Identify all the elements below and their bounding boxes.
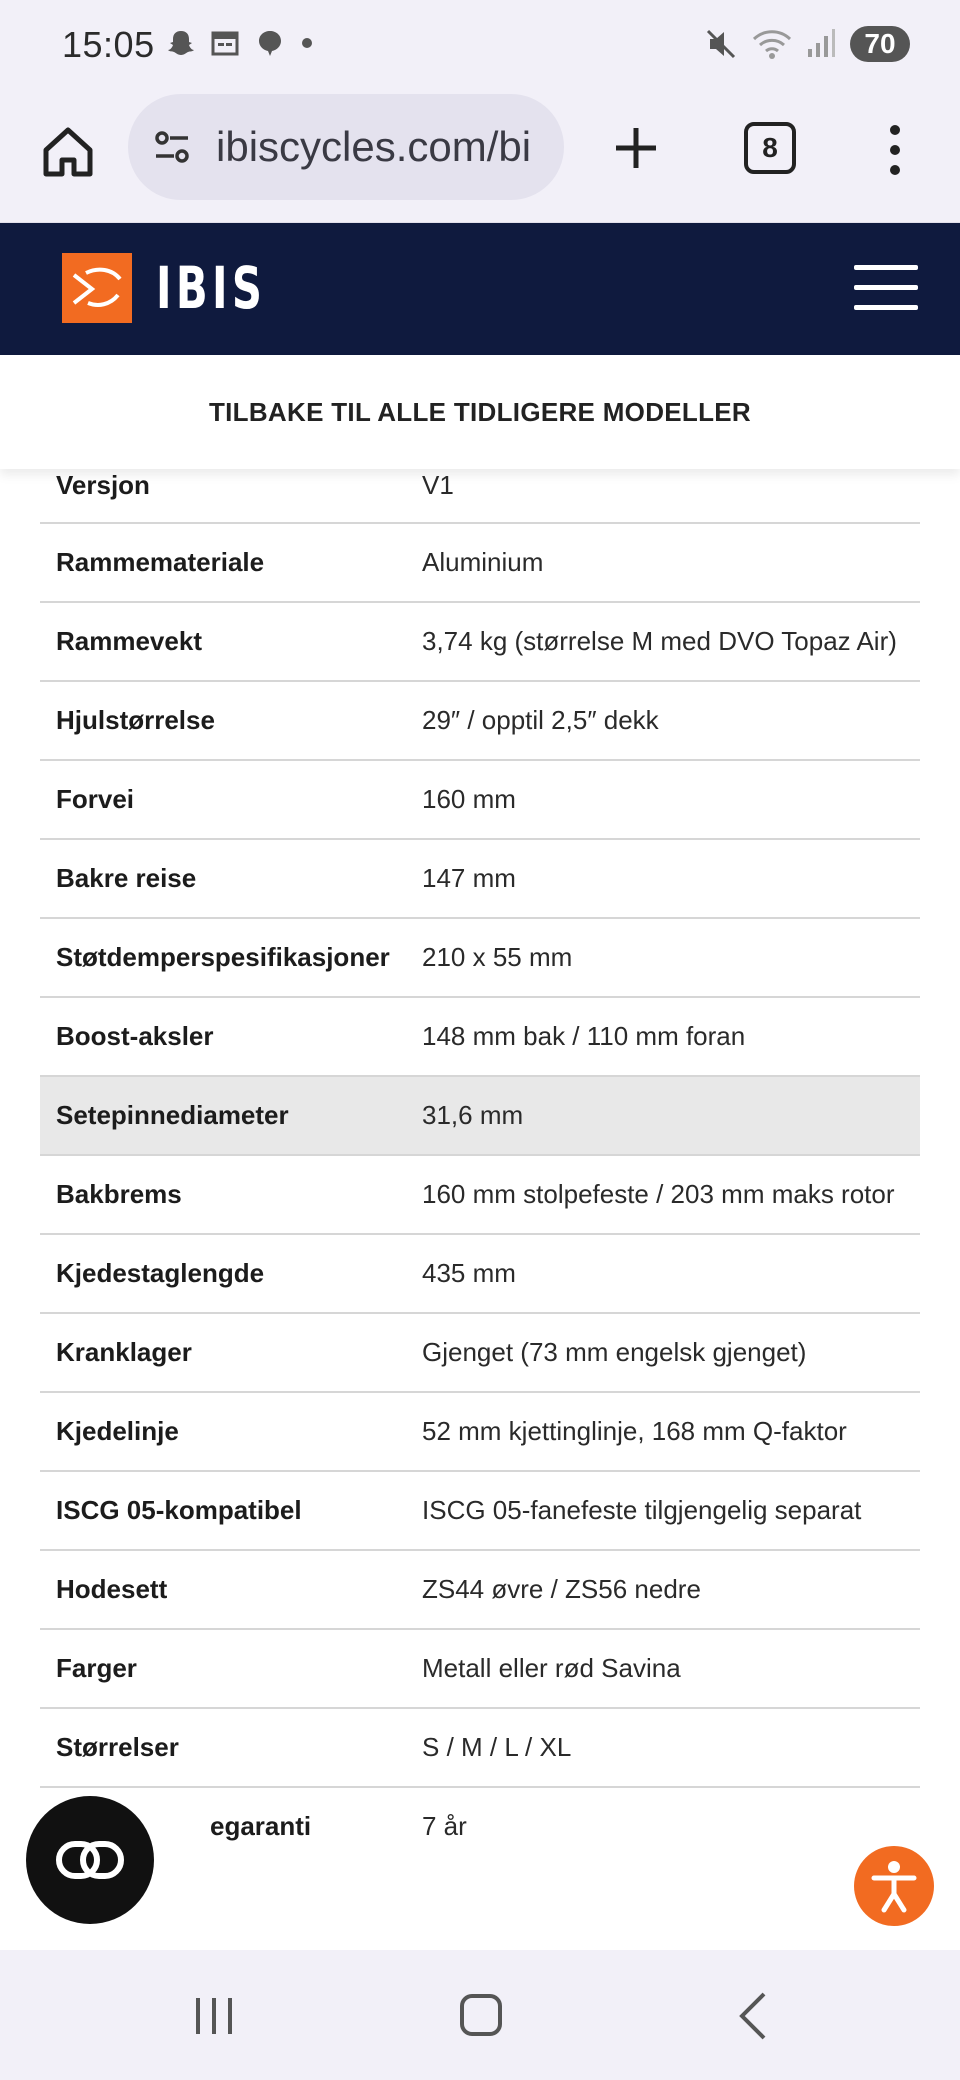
- url-text[interactable]: ibiscycles.com/bi: [216, 123, 532, 170]
- more-options-icon[interactable]: [880, 120, 910, 180]
- spec-label: Rammevekt: [56, 626, 202, 656]
- table-row: [40, 682, 920, 761]
- spec-value: ZS44 øvre / ZS56 nedre: [422, 1574, 701, 1604]
- spec-label: Versjon: [56, 469, 150, 500]
- spec-label: Kjedelinje: [56, 1416, 179, 1446]
- spec-value: Gjenget (73 mm engelsk gjenget): [422, 1337, 807, 1367]
- table-row: [40, 1472, 920, 1551]
- logo-text: IBIS: [156, 254, 267, 322]
- spec-value: 210 x 55 mm: [422, 942, 573, 972]
- mute-icon: [704, 27, 738, 61]
- table-row: [40, 919, 920, 998]
- back-icon[interactable]: [736, 1990, 768, 2042]
- calendar-icon: [210, 28, 240, 58]
- spec-label: Rammemateriale: [56, 547, 265, 577]
- spec-value: Aluminium: [422, 547, 544, 577]
- ibis-logo-icon: [62, 253, 132, 323]
- table-row: [40, 1788, 920, 1865]
- accessibility-icon: [869, 1858, 919, 1914]
- system-icons: [704, 26, 910, 62]
- spec-label: Hodesett: [56, 1574, 168, 1604]
- notification-icons: [166, 28, 314, 58]
- spec-label: Setepinnediameter: [56, 1100, 289, 1130]
- spec-value: 7 år: [422, 1811, 467, 1841]
- spec-value: 29″ / opptil 2,5″ dekk: [422, 705, 659, 735]
- spec-value: ISCG 05-fanefeste tilgjengelig separat: [422, 1495, 862, 1525]
- spec-label: Bakre reise: [56, 863, 197, 893]
- table-row: [40, 1630, 920, 1709]
- table-row: [40, 1393, 920, 1472]
- table-row: [40, 998, 920, 1077]
- spec-label: Kranklager: [56, 1337, 192, 1367]
- spec-value: 435 mm: [422, 1258, 516, 1288]
- spec-value: V1: [422, 469, 454, 500]
- table-row: [40, 1551, 920, 1630]
- navigation-bar: [0, 1950, 960, 2080]
- table-row: [40, 840, 920, 919]
- site-settings-icon[interactable]: [148, 122, 198, 172]
- spec-label: egaranti: [210, 1811, 312, 1841]
- spec-label: Hjulstørrelse: [56, 705, 215, 735]
- spec-label: Boost-aksler: [56, 1021, 214, 1051]
- address-bar[interactable]: [128, 94, 564, 200]
- spec-value: 147 mm: [422, 863, 516, 893]
- spec-value: 160 mm stolpefeste / 203 mm maks rotor: [422, 1179, 895, 1209]
- browser-toolbar: [0, 92, 960, 223]
- tab-switcher-button[interactable]: 8: [744, 122, 796, 174]
- hamburger-menu-icon[interactable]: [854, 265, 918, 311]
- table-row: [40, 1709, 920, 1788]
- spec-value: 52 mm kjettinglinje, 168 mm Q-faktor: [422, 1416, 847, 1446]
- spec-value: 148 mm bak / 110 mm foran: [422, 1021, 746, 1051]
- chat-widget-icon: [55, 1840, 125, 1880]
- spec-label: Kjedestaglengde: [56, 1258, 265, 1288]
- spec-label: ISCG 05-kompatibel: [56, 1495, 302, 1525]
- spec-label: Størrelser: [56, 1732, 179, 1762]
- spec-value: 31,6 mm: [422, 1100, 524, 1130]
- spec-label: Forvei: [56, 784, 135, 814]
- spec-value: S / M / L / XL: [422, 1732, 572, 1762]
- table-row: [40, 1235, 920, 1314]
- spec-label: Bakbrems: [56, 1179, 182, 1209]
- ibis-logo[interactable]: [62, 253, 309, 323]
- site-header: [0, 223, 960, 355]
- table-row: [40, 1077, 920, 1156]
- status-time: 15:05: [62, 24, 155, 65]
- app-notification-icon: [254, 28, 286, 58]
- home-icon[interactable]: [38, 122, 98, 182]
- spec-label: Støtdemperspesifikasjoner: [56, 942, 390, 972]
- table-row: [40, 761, 920, 840]
- table-row: [40, 603, 920, 682]
- battery-level: 70: [850, 26, 910, 62]
- status-bar: [0, 0, 960, 92]
- spec-table: [40, 448, 920, 1865]
- home-nav-icon[interactable]: [460, 1994, 502, 2036]
- snapchat-icon: [166, 28, 196, 58]
- spec-value: 3,74 kg (størrelse M med DVO Topaz Air): [422, 626, 897, 656]
- accessibility-button[interactable]: [854, 1846, 934, 1926]
- signal-icon: [806, 27, 836, 61]
- spec-label: Farger: [56, 1653, 137, 1683]
- back-link-bar: [0, 355, 960, 469]
- table-row: [40, 524, 920, 603]
- dot-icon: [300, 28, 314, 58]
- back-to-previous-models-link[interactable]: TILBAKE TIL ALLE TIDLIGERE MODELLER: [208, 396, 752, 427]
- table-row: [40, 1314, 920, 1393]
- wifi-icon: [752, 27, 792, 61]
- spec-value: Metall eller rød Savina: [422, 1653, 681, 1683]
- new-tab-icon[interactable]: [606, 118, 666, 178]
- recent-apps-icon[interactable]: [192, 1994, 236, 2038]
- chat-widget-button[interactable]: [26, 1796, 154, 1924]
- spec-value: 160 mm: [422, 784, 516, 814]
- table-row: [40, 1156, 920, 1235]
